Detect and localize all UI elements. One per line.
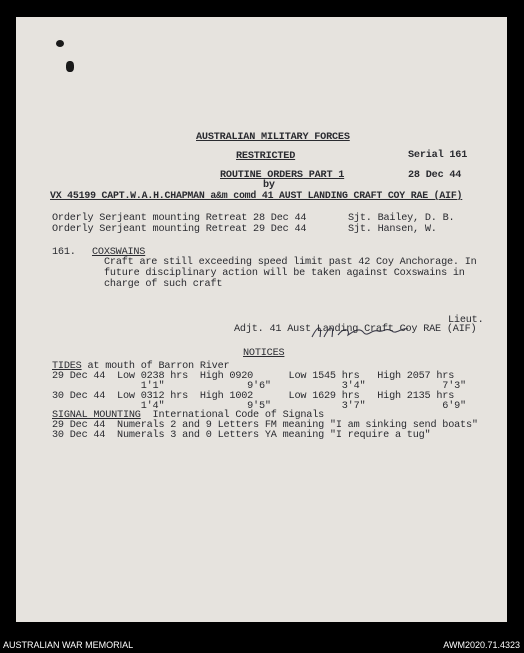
order-text-line: future disciplinary action will be taken against Coxswains in — [104, 268, 465, 279]
classification: RESTRICTED — [236, 151, 296, 162]
serial-number: Serial 161 — [408, 150, 468, 161]
tide-row-1: 29 Dec 44 Low 0238 hrs High 0920 Low 1545 hrs High 2057 hrs — [52, 371, 455, 382]
document-date: 28 Dec 44 — [408, 170, 462, 181]
tide-heights-1: 1'1" 9'6" 3'4" 7'3" — [52, 381, 466, 392]
punch-hole — [66, 61, 74, 72]
orderly-name-1: Sjt. Bailey, D. B. — [348, 213, 455, 224]
footer-left: AUSTRALIAN WAR MEMORIAL — [3, 640, 134, 650]
order-number: 161. — [52, 247, 76, 258]
tides-location: at mouth of Barron River — [81, 361, 230, 372]
tides-heading: TIDES — [52, 361, 82, 372]
orderly-name-2: Sjt. Hansen, W. — [348, 224, 437, 235]
order-heading: COXSWAINS — [92, 247, 146, 258]
by-line: by — [263, 180, 275, 191]
signal-code: International Code of Signals — [140, 410, 325, 421]
tide-row-2: 30 Dec 44 Low 0312 hrs High 1002 Low 1629 hrs High 2135 hrs — [52, 391, 455, 402]
signal-row-2: 30 Dec 44 Numerals 3 and 0 Letters YA meaning "I require a tug" — [52, 430, 431, 441]
orderly-serjeant-2: Orderly Serjeant mounting Retreat 29 Dec 44 — [52, 224, 307, 235]
punch-hole — [56, 40, 64, 47]
order-text-line: charge of such craft — [104, 279, 223, 290]
tide-heights-2: 1'4" 9'5" 3'7" 6'9" — [52, 401, 466, 412]
footer-right: AWM2020.71.4323 — [443, 640, 520, 650]
signal-row-1: 29 Dec 44 Numerals 2 and 9 Letters FM meaning "I am sinking send boats" — [52, 420, 478, 431]
signatory-title: Adjt. 41 Aust Landing Craft Coy RAE (AIF) — [234, 324, 477, 335]
signatory-rank: Lieut. — [448, 315, 484, 326]
order-text-line: Craft are still exceeding speed limit past 42 Coy Anchorage. In — [104, 257, 477, 268]
orderly-serjeant-1: Orderly Serjeant mounting Retreat 28 Dec 44 — [52, 213, 307, 224]
commander-line: VX 45199 CAPT.W.A.H.CHAPMAN a&m comd 41 AUST LANDING CRAFT COY RAE (AIF) — [50, 190, 463, 201]
signal-heading: SIGNAL MOUNTING — [52, 410, 141, 421]
notices-heading: NOTICES — [243, 348, 285, 359]
org-heading: AUSTRALIAN MILITARY FORCES — [196, 132, 350, 143]
document-page — [16, 17, 507, 622]
document-title: ROUTINE ORDERS PART 1 — [220, 170, 345, 181]
